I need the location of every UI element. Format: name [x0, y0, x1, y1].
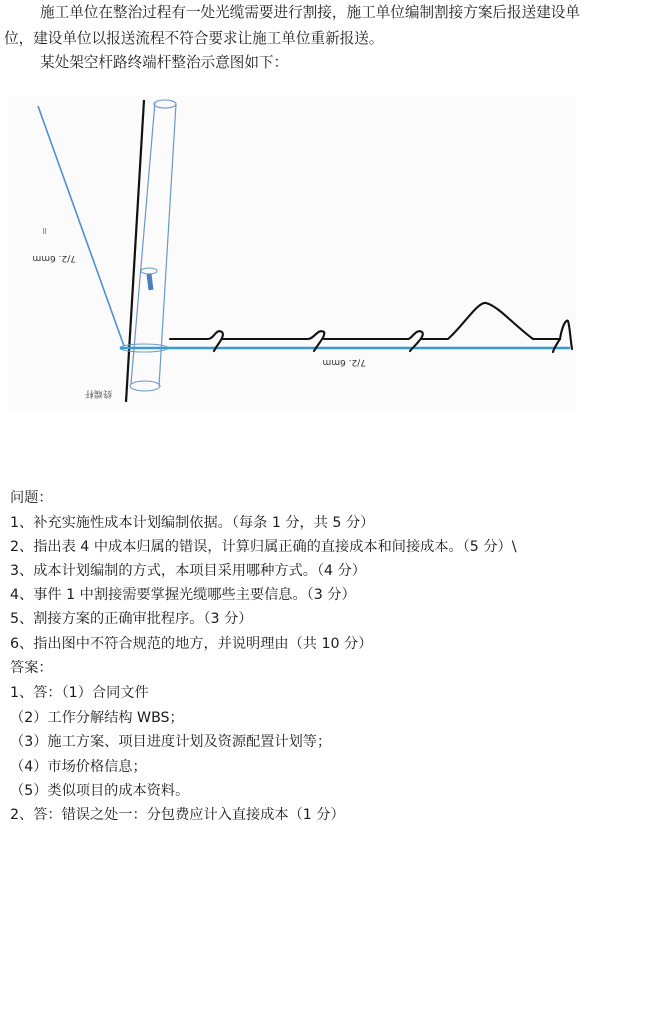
intro-line-2: 位，建设单位以报送流程不符合要求让施工单位重新报送。: [4, 30, 384, 47]
label-dots: ⠿: [42, 228, 48, 236]
question-item: 6、指出图中不符合规范的地方，并说明理由（共 10 分）: [10, 636, 373, 652]
answer-item: （2）工作分解结构 WBS；: [10, 710, 184, 726]
question-item: 4、事件 1 中割接需要掌握光缆哪些主要信息。（3 分）: [10, 587, 356, 603]
black-wire-vertical: [126, 100, 144, 402]
answer-item: 2、答：错误之处一：分包费应计入直接成本（1 分）: [10, 807, 345, 823]
pole-diagram-svg: [8, 96, 576, 412]
intro-line-1: 施工单位在整治过程有一处光缆需要进行割接，施工单位编制割接方案后报送建设单: [40, 4, 580, 21]
answer-item: （4）市场价格信息；: [10, 759, 147, 775]
pole-base: [130, 381, 160, 391]
stay-wire: [38, 106, 124, 346]
pole-joint: [141, 268, 157, 274]
question-item: 1、补充实施性成本计划编制依据。（每条 1 分，共 5 分）: [10, 515, 375, 531]
label-bottom: 7/2. 6mm: [322, 357, 366, 367]
label-left: 7/2. 6mm: [32, 253, 76, 263]
questions-heading: 问题：: [10, 490, 53, 506]
pole-diagram: [8, 96, 576, 412]
intro-line-3: 某处架空杆路终端杆整治示意图如下：: [40, 54, 289, 71]
label-pole: 終端杆: [84, 388, 112, 398]
answer-item: 1、答：（1）合同文件: [10, 685, 149, 701]
answers-heading: 答案：: [10, 660, 53, 676]
pole-right-edge: [159, 104, 176, 386]
question-item: 3、成本计划编制的方式，本项目采用哪种方式。（4 分）: [10, 563, 366, 579]
pole-top: [154, 100, 176, 108]
messenger-wire: [170, 303, 572, 352]
stay-hoop: [149, 274, 151, 290]
question-item: 5、割接方案的正确审批程序。（3 分）: [10, 611, 253, 627]
answer-item: （5）类似项目的成本资料。: [10, 783, 190, 799]
question-item: 2、指出表 4 中成本归属的错误，计算归属正确的直接成本和间接成本。（5 分）\: [10, 539, 517, 555]
answer-item: （3）施工方案、项目进度计划及资源配置计划等；: [10, 734, 332, 750]
